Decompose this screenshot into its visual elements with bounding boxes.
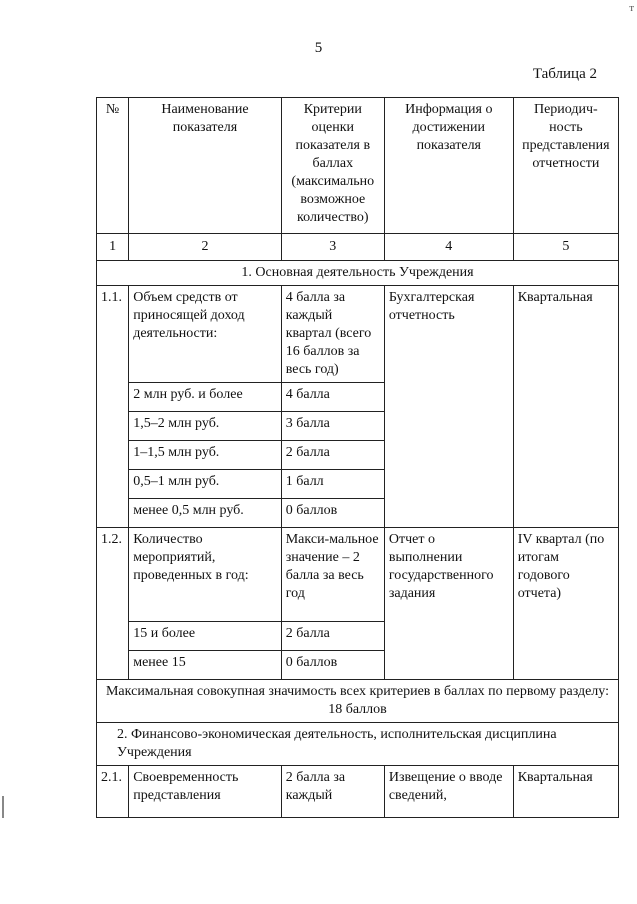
subcriterion-points: 1 балл [281,470,384,499]
indicator-name: Объем средств от приносящей доход деятельности: [129,286,282,383]
section-1-total: Максимальная совокупная значимость всех критериев в баллах по первому разделу: 18 баллов [97,680,619,723]
page-number: 5 [314,40,323,56]
subcriterion-name: 1,5–2 млн руб. [129,412,282,441]
criteria-cell: Макси-мальное значение – 2 балла за весь год [281,528,384,622]
criteria-cell: 2 балла за каждый [281,766,384,818]
achievement-info: Извещение о вводе сведений, [384,766,513,818]
criteria-table [96,97,619,818]
section-1-title: 1. Основная деятельность Учреждения [97,261,619,286]
subcriterion-points: 3 балла [281,412,384,441]
subcriterion-points: 4 балла [281,383,384,412]
column-number: 1 [97,234,129,261]
subcriterion-name: 2 млн руб. и более [129,383,282,412]
criteria-cell: 4 балла за каждый квартал (всего 16 баллов за весь год) [281,286,384,383]
subcriterion-points: 0 баллов [281,499,384,528]
scan-edge-mark [2,796,4,818]
achievement-info: Отчет о выполнении государственного задания [384,528,513,680]
subcriterion-points: 2 балла [281,441,384,470]
subcriterion-name: 15 и более [129,622,282,651]
table-header-row [97,98,619,234]
subcriterion-name: менее 0,5 млн руб. [129,499,282,528]
column-number: 2 [129,234,282,261]
header-achievement-info: Информация о достижении показателя [384,98,513,234]
table-row [97,766,619,818]
subcriterion-points: 2 балла [281,622,384,651]
section-total-row [97,680,619,723]
table-row [97,528,619,622]
table-row [97,286,619,383]
subcriterion-name: менее 15 [129,651,282,680]
corner-mark: т [629,2,634,14]
section-2-title: 2. Финансово-экономическая деятельность, исполнительская дисциплина Учреждения [97,723,619,766]
indicator-name: Своевременность представления [129,766,282,818]
achievement-info: Бухгалтерская отчетность [384,286,513,528]
section-row [97,723,619,766]
section-row [97,261,619,286]
header-indicator-name: Наименование показателя [129,98,282,234]
indicator-name: Количество мероприятий, проведенных в год: [129,528,282,622]
table-caption: Таблица 2 [532,66,597,82]
row-number: 1.2. [97,528,129,680]
subcriterion-name: 0,5–1 млн руб. [129,470,282,499]
row-number: 2.1. [97,766,129,818]
column-number: 5 [513,234,618,261]
subcriterion-name: 1–1,5 млн руб. [129,441,282,470]
header-periodicity: Периодич-ность представления отчетности [513,98,618,234]
column-number: 3 [281,234,384,261]
column-number: 4 [384,234,513,261]
row-number: 1.1. [97,286,129,528]
periodicity: Квартальная [513,286,618,528]
header-number: № [97,98,129,234]
periodicity: Квартальная [513,766,618,818]
header-criteria: Критерии оценки показателя в баллах (максимально возможное количество) [281,98,384,234]
subcriterion-points: 0 баллов [281,651,384,680]
column-number-row [97,234,619,261]
periodicity: IV квартал (по итогам годового отчета) [513,528,618,680]
